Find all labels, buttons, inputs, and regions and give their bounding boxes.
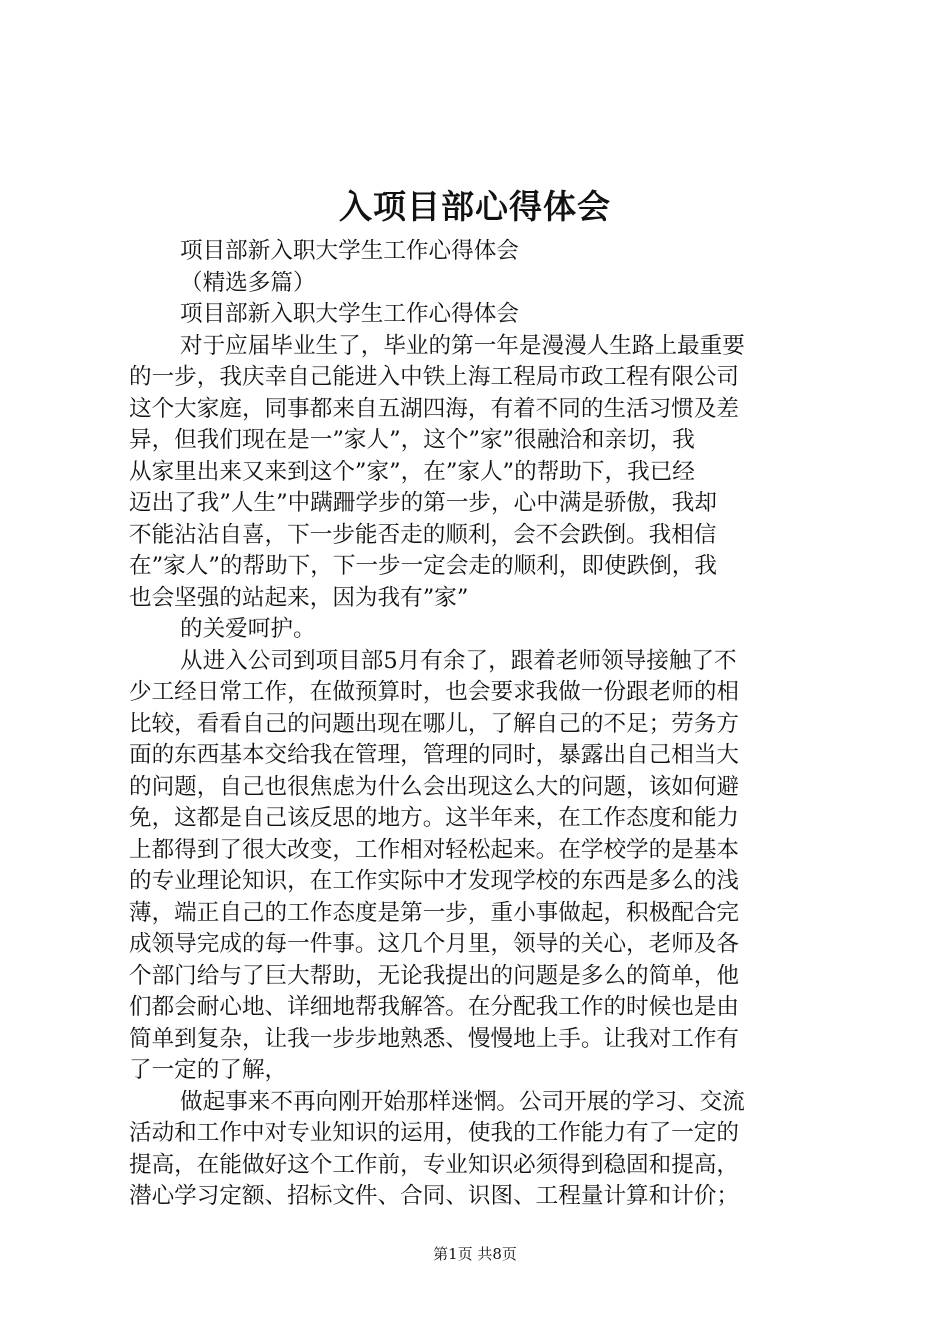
text-line: 活动和工作中对专业知识的运用，使我的工作能力有了一定的 — [129, 1120, 740, 1146]
text-line: 项目部新入职大学生工作心得体会 — [180, 301, 519, 327]
text-line: 的问题，自己也很焦虑为什么会出现这么大的问题，该如何避 — [129, 773, 740, 800]
text-line: 的专业理论知识，在工作实际中才发现学校的东西是多么的浅 — [129, 868, 740, 894]
text-line: （精选多篇） — [180, 269, 316, 296]
text-line: 也会坚强的站起来，因为我有”家” — [129, 584, 469, 611]
document-title: 入项目部心得体会 — [339, 187, 611, 226]
text-line: 潜心学习定额、招标文件、合同、识图、工程量计算和计价； — [129, 1183, 740, 1209]
text-line: 免，这都是自己该反思的地方。这半年来，在工作态度和能力 — [129, 805, 740, 831]
text-line: 薄，端正自己的工作态度是第一步，重小事做起，积极配合完 — [129, 899, 740, 926]
text-line: 对于应届毕业生了，毕业的第一年是漫漫人生路上最重要 — [180, 332, 745, 359]
text-line: 从进入公司到项目部5月有余了，跟着老师领导接触了不 — [180, 647, 737, 674]
text-line: 不能沾沾自喜，下一步能否走的顺利，会不会跌倒。我相信 — [129, 521, 717, 548]
text-line: 面的东西基本交给我在管理，管理的同时，暴露出自己相当大 — [129, 742, 740, 768]
text-line: 了一定的了解， — [129, 1057, 288, 1083]
text-line: 做起事来不再向刚开始那样迷惘。公司开展的学习、交流 — [180, 1088, 745, 1115]
text-line: 成领导完成的每一件事。这几个月里，领导的关心，老师及各 — [129, 931, 740, 957]
text-line: 少工经日常工作，在做预算时，也会要求我做一份跟老师的相 — [129, 679, 740, 705]
text-line: 从家里出来又来到这个”家”，在”家人”的帮助下，我已经 — [129, 458, 695, 485]
text-line: 上都得到了很大改变，工作相对轻松起来。在学校学的是基本 — [129, 836, 740, 863]
text-line: 个部门给与了巨大帮助，无论我提出的问题是多么的简单，他 — [129, 962, 740, 989]
text-line: 迈出了我”人生”中蹒跚学步的第一步，心中满是骄傲，我却 — [129, 490, 717, 516]
text-line: 比较，看看自己的问题出现在哪儿，了解自己的不足；劳务方 — [129, 710, 740, 737]
text-line: 在”家人”的帮助下，下一步一定会走的顺利，即使跌倒，我 — [129, 553, 717, 579]
page-footer: 第1页 共8页 — [433, 1245, 517, 1263]
text-line: 这个大家庭，同事都来自五湖四海，有着不同的生活习惯及差 — [129, 395, 740, 422]
text-line: 异，但我们现在是一”家人”，这个”家”很融洽和亲切，我 — [129, 427, 695, 453]
text-line: 提高，在能做好这个工作前，专业知识必须得到稳固和提高， — [129, 1151, 740, 1178]
document-body — [129, 236, 833, 1213]
text-line: 们都会耐心地、详细地帮我解答。在分配我工作的时候也是由 — [129, 994, 740, 1020]
text-line: 简单到复杂，让我一步步地熟悉、慢慢地上手。让我对工作有 — [129, 1025, 740, 1052]
text-line: 的一步，我庆幸自己能进入中铁上海工程局市政工程有限公司 — [129, 364, 740, 390]
text-line: 项目部新入职大学生工作心得体会 — [180, 238, 519, 264]
text-line: 的关爱呵护。 — [180, 616, 316, 642]
